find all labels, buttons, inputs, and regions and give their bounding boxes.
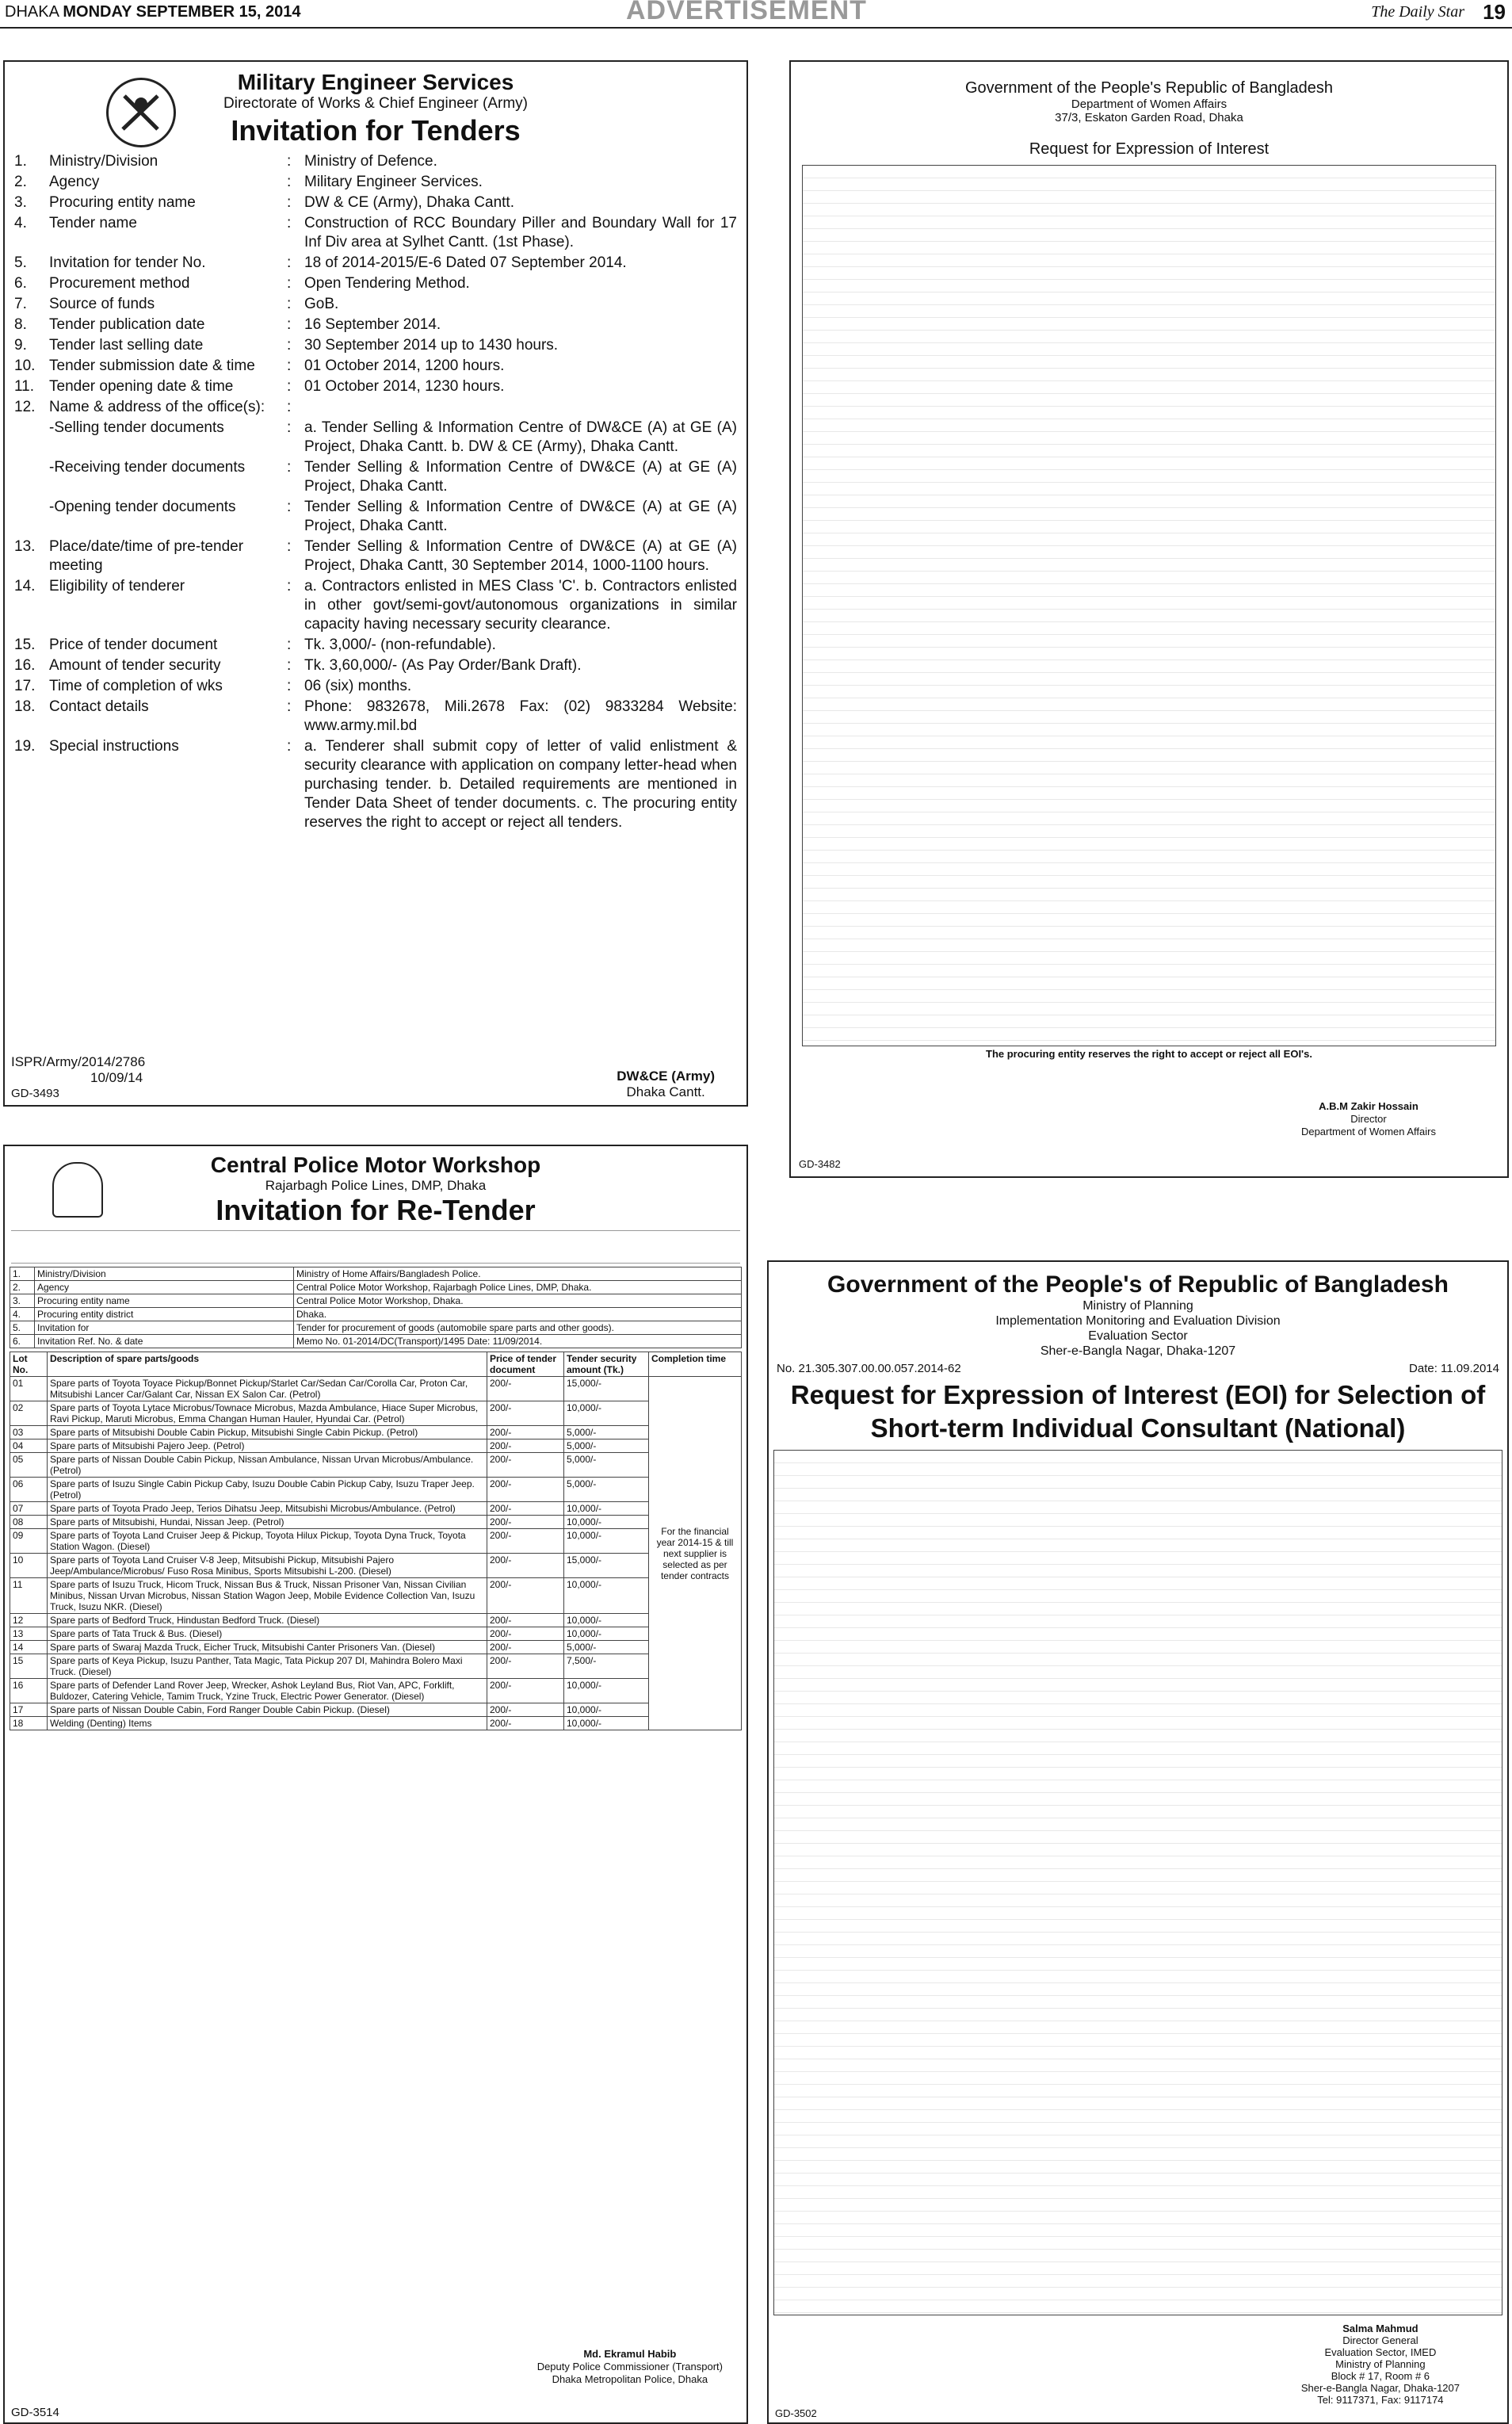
mes-org: Military Engineer Services xyxy=(237,70,514,94)
cpmw-info-row: 1. Ministry/Division Ministry of Home Affairs/Bangladesh Police. xyxy=(10,1267,742,1281)
lot-row: 10 Spare parts of Toyota Land Cruiser V-8 Jeep, Mitsubishi Pickup, Mitsubishi Pajero Jeep/Ambulance/Microbus/ Fuso Rosa Minibus, Sports Mitsubishi L-200. (Diesel) 200/- 15,000/- xyxy=(10,1554,742,1578)
mes-row: -Receiving tender documents : Tender Selling & Information Centre of DW&CE (A) at GE (A) Project, Dhaka Cantt. xyxy=(49,459,737,495)
imed-ref-line: No. 21.305.307.00.00.057.2014-62 Date: 11.09.2014 xyxy=(777,1362,1499,1375)
imed-eoi-ad xyxy=(767,1260,1509,2424)
mes-row: 8. Tender publication date : 16 September 2014. xyxy=(14,316,441,333)
imed-body xyxy=(773,1450,1502,2315)
mes-row: 17. Time of completion of wks : 06 (six) months. xyxy=(14,678,412,694)
mes-row: 1. Ministry/Division : Ministry of Defence. xyxy=(14,153,437,170)
lot-row: 03 Spare parts of Mitsubishi Double Cabin Pickup, Mitsubishi Single Cabin Pickup. (Petrol) 200/- 5,000/- xyxy=(10,1426,742,1439)
mes-row: 9. Tender last selling date : 30 September 2014 up to 1430 hours. xyxy=(14,337,559,354)
cpmw-tender-ad xyxy=(3,1145,748,2424)
mes-tender-ad xyxy=(3,60,748,1107)
cpmw-info-table xyxy=(10,1267,742,1348)
cpmw-items-table: Lot No. Description of spare parts/goods Price of tender document Tender security amount (Tk.) Completion time 01 Spare parts of Toyota Toyace Pickup/Bonnet Pickup/Starlet Car/Sedan Car/Corolla Car, Proton Car, Mitsubishi Lancer Car/Galant Car, Nissan EX Salon Car. (Petrol) 200/- 15,000/- For the financial year 2014-15 & till next supplier is selected as per tender contracts 02 Spare parts of Toyota Lytace Microbus/Townace Microbus, Mazda Ambulance, Hiace Super Microbus, Ravi Pickup, Maruti Microbus, Emma Changan Human Hauler, Hyundai Car. (Petrol) 200/- 10,000/- 03 Spare parts of Mitsubishi Double Cabin Pickup, Mitsubishi Single Cabin Pickup. (Petrol) 200/- 5,000/- 04 Spare parts of Mitsubishi Pajero Jeep. (Petrol) 200/- 5,000/- 05 Spare parts of Nissan Double Cabin Pickup, Nissan Ambulance, Nissan Urvan Microbus/Ambulance. (Petrol) 200/- 5,000/- 06 Spare parts of Isuzu Single Cabin Pickup Caby, Isuzu Double Cabin Pickup Caby, Isuzu Traper Jeep. (Petrol) 200/- 5,000/- 07 Spare parts of Toyota Prado Jeep, Terios Dihatsu Jeep, Mitsubishi Microbus/Ambulance. (Petrol) 200/- 10,000/- 08 Spare parts of Mitsubishi, Hundai, Nissan Jeep. (Petrol) 200/- 10,000/- 09 Spare parts of Toyota Land Cruiser Jeep & Pickup, Toyota Hilux Pickup, Toyota Dyna Truck, Toyota Station Wagon. (Diesel) 200/- 10,000/- 10 Spare parts of Toyota Land Cruiser V-8 Jeep, Mitsubishi Pickup, Mitsubishi Pajero Jeep/Ambulance/Microbus/ Fuso Rosa Minibus, Sports Mitsubishi L-200. (Diesel) 200/- 15,000/- 11 Spare parts of Isuzu Truck, Hicom Truck, Nissan Bus & Truck, Nissan Prisoner Van, Nissan Civilian Minibus, Nissan Urvan Microbus, Nissan Station Wagon Jeep, Mobile Evidence Collection Van, Isuzu Truck, Isuzu NKR. (Diesel) 200/- 10,000/- 12 Spare parts of Bedford Truck, Hindustan Bedford Truck. (Diesel) 200/- 10,000/- 13 Spare parts of Tata Truck & Bus. (Diesel) 200/- 10,000/- 14 Spare parts of Swaraj Mazda Truck, Eicher Truck, Mitsubishi Canter Prisoners Van. (Diesel) 200/- 5,000/- 15 Spare parts of Keya Pickup, Isuzu Panther, Tata Magic, Tata Pickup 207 DI, Mahindra Bolero Maxi Truck. (Diesel) 200/- 7,500/- 16 Spare parts of Defender Land Rover Jeep, Wrecker, Ashok Leyland Bus, Riot Van, APC, Forklift, Buldozer, Catering Vehicle, Tamim Truck, Yzine Truck, Electric Power Generator. (Diesel) 200/- 10,000/- 17 Spare parts of Nissan Double Cabin, Ford Ranger Double Cabin Pickup. (Diesel) 200/- 10,000/- 18 Welding (Denting) Items 200/- 10,000/- xyxy=(10,1352,742,1730)
lot-row: 18 Welding (Denting) Items 200/- 10,000/- xyxy=(10,1717,742,1730)
lot-row: 15 Spare parts of Keya Pickup, Isuzu Panther, Tata Magic, Tata Pickup 207 DI, Mahindra Bolero Maxi Truck. (Diesel) 200/- 7,500/- xyxy=(10,1654,742,1679)
lot-row: 14 Spare parts of Swaraj Mazda Truck, Eicher Truck, Mitsubishi Canter Prisoners Van. (Diesel) 200/- 5,000/- xyxy=(10,1641,742,1654)
mes-row: 3. Procuring entity name : DW & CE (Army), Dhaka Cantt. xyxy=(14,194,514,211)
lot-row: 17 Spare parts of Nissan Double Cabin, Ford Ranger Double Cabin Pickup. (Diesel) 200/- 10,000/- xyxy=(10,1703,742,1717)
imed-l2: Implementation Monitoring and Evaluation Division xyxy=(995,1314,1281,1328)
imed-sign-line: Salma Mahmud xyxy=(1342,2323,1418,2334)
lot-row: 02 Spare parts of Toyota Lytace Microbus/Townace Microbus, Mazda Ambulance, Hiace Super Microbus, Ravi Pickup, Maruti Microbus, Emma Changan Human Hauler, Hyundai Car. (Petrol) 200/- 10,000/- xyxy=(10,1401,742,1426)
newspaper-name: The Daily Star xyxy=(1371,3,1464,21)
mowa-eoi-ad xyxy=(789,60,1509,1178)
imed-l1: Ministry of Planning xyxy=(1082,1299,1193,1313)
cpmw-gd: GD-3514 xyxy=(11,2406,59,2419)
section-title: ADVERTISEMENT xyxy=(626,0,867,25)
lot-row: 04 Spare parts of Mitsubishi Pajero Jeep. (Petrol) 200/- 5,000/- xyxy=(10,1439,742,1453)
mes-row: 19. Special instructions : a. Tenderer shall submit copy of letter of valid enlistment & security clearance with application on company letter-head when purchasing tender. b. Detailed requirements are mentioned in Tender Data Sheet of tender documents. c. The procuring entity reserves the right to accept or reject all tenders. xyxy=(14,738,737,831)
mowa-gd: GD-3482 xyxy=(799,1158,841,1170)
page-header xyxy=(0,0,1512,29)
lot-row: 12 Spare parts of Bedford Truck, Hindustan Bedford Truck. (Diesel) 200/- 10,000/- xyxy=(10,1614,742,1627)
mowa-signature: A.B.M Zakir Hossain Director Department of Women Affairs xyxy=(1300,1100,1436,1137)
mowa-title: Request for Expression of Interest xyxy=(1029,140,1270,158)
mes-logo-icon xyxy=(106,78,176,147)
mes-row: 13. Place/date/time of pre-tender meeting : Tender Selling & Information Centre of DW&CE (A) at GE (A) Project, Dhaka Cantt, 30 September 2014, 1000-1100 hours. xyxy=(14,538,737,574)
mes-title: Invitation for Tenders xyxy=(231,114,521,147)
mes-signature: DW&CE (Army) Dhaka Cantt. xyxy=(617,1069,715,1099)
lot-row: 05 Spare parts of Nissan Double Cabin Pickup, Nissan Ambulance, Nissan Urvan Microbus/Ambulance. (Petrol) 200/- 5,000/- xyxy=(10,1453,742,1478)
mes-gd: GD-3493 xyxy=(11,1087,59,1100)
lot-row: 07 Spare parts of Toyota Prado Jeep, Terios Dihatsu Jeep, Mitsubishi Microbus/Ambulance. (Petrol) 200/- 10,000/- xyxy=(10,1502,742,1516)
lot-row: 01 Spare parts of Toyota Toyace Pickup/Bonnet Pickup/Starlet Car/Sedan Car/Corolla Car, Proton Car, Mitsubishi Lancer Car/Galant Car, Nissan EX Salon Car. (Petrol) 200/- 15,000/- For the financial year 2014-15 & till next supplier is selected as per tender contracts xyxy=(10,1377,742,1401)
page-number: 19 xyxy=(1483,0,1506,24)
mes-row: 12. Name & address of the office(s): : xyxy=(14,399,292,415)
mes-ref: ISPR/Army/2014/2786 10/09/14 xyxy=(11,1054,146,1085)
bangla-intro xyxy=(11,1230,740,1264)
mes-row: 6. Procurement method : Open Tendering Method. xyxy=(14,275,470,292)
mes-details xyxy=(5,147,746,832)
imed-sign-line: Tel: 9117371, Fax: 9117174 xyxy=(1317,2394,1444,2406)
mes-row: 10. Tender submission date & time : 01 October 2014, 1200 hours. xyxy=(14,357,505,374)
mowa-addr: 37/3, Eskaton Garden Road, Dhaka xyxy=(1055,111,1243,124)
lot-row: 16 Spare parts of Defender Land Rover Jeep, Wrecker, Ashok Leyland Bus, Riot Van, APC, Forklift, Buldozer, Catering Vehicle, Tamim Truck, Yzine Truck, Electric Power Generator. (Diesel) 200/- 10,000/- xyxy=(10,1679,742,1703)
cpmw-org: Central Police Motor Workshop xyxy=(210,1153,541,1177)
cpmw-info-row: 2. Agency Central Police Motor Workshop, Rajarbagh Police Lines, DMP, Dhaka. xyxy=(10,1281,742,1294)
mes-row: 5. Invitation for tender No. : 18 of 2014-2015/E-6 Dated 07 September 2014. xyxy=(14,254,627,271)
mes-row: 11. Tender opening date & time : 01 October 2014, 1230 hours. xyxy=(14,378,505,395)
imed-sign-line: Director General xyxy=(1342,2334,1418,2346)
mes-row: 14. Eligibility of tenderer : a. Contractors enlisted in MES Class 'C'. b. Contractors enlisted in other govt/semi-govt/autonomous organizations in similar capacity having necessary security clearance. xyxy=(14,578,737,633)
mes-row: 15. Price of tender document : Tk. 3,000/- (non-refundable). xyxy=(14,637,496,653)
lot-row: 13 Spare parts of Tata Truck & Bus. (Diesel) 200/- 10,000/- xyxy=(10,1627,742,1641)
mes-row: 18. Contact details : Phone: 9832678, Mili.2678 Fax: (02) 9833284 Website: www.army.mil.bd xyxy=(14,698,737,734)
lot-row: 08 Spare parts of Mitsubishi, Hundai, Nissan Jeep. (Petrol) 200/- 10,000/- xyxy=(10,1516,742,1529)
mes-row: 16. Amount of tender security : Tk. 3,60,000/- (As Pay Order/Bank Draft). xyxy=(14,657,582,674)
mes-row: -Opening tender documents : Tender Selling & Information Centre of DW&CE (A) at GE (A) Project, Dhaka Cantt. xyxy=(49,499,737,534)
police-logo-icon xyxy=(52,1162,103,1218)
mowa-footer: The procuring entity reserves the right to accept or reject all EOI's. xyxy=(986,1048,1312,1060)
imed-sign-line: Sher-e-Bangla Nagar, Dhaka-1207 xyxy=(1300,2382,1460,2394)
cpmw-sub: Rajarbagh Police Lines, DMP, Dhaka xyxy=(265,1178,487,1193)
imed-title: Request for Expression of Interest (EOI) for Selection of Short-term Individual Consultant (National) xyxy=(790,1380,1486,1443)
issue-date: DHAKA MONDAY SEPTEMBER 15, 2014 xyxy=(5,3,301,21)
mes-row: -Selling tender documents : a. Tender Selling & Information Centre of DW&CE (A) at GE (A) Project, Dhaka Cantt. b. DW & CE (Army), Dhaka Cantt. xyxy=(49,419,737,455)
imed-signature xyxy=(1301,2323,1460,2406)
imed-sign-line: Ministry of Planning xyxy=(1335,2358,1426,2370)
lot-row: 09 Spare parts of Toyota Land Cruiser Jeep & Pickup, Toyota Hilux Pickup, Toyota Dyna Truck, Toyota Station Wagon. (Diesel) 200/- 10,000/- xyxy=(10,1529,742,1554)
cpmw-info-row: 4. Procuring entity district Dhaka. xyxy=(10,1308,742,1321)
cpmw-info-row: 3. Procuring entity name Central Police Motor Workshop, Dhaka. xyxy=(10,1294,742,1308)
mowa-detail-table xyxy=(802,165,1496,1046)
imed-gd: GD-3502 xyxy=(775,2407,817,2419)
mes-row: 7. Source of funds : GoB. xyxy=(14,296,339,312)
cpmw-title: Invitation for Re-Tender xyxy=(216,1194,536,1226)
cpmw-info-row: 6. Invitation Ref. No. & date Memo No. 01-2014/DC(Transport)/1495 Date: 11/09/2014. xyxy=(10,1335,742,1348)
imed-sign-line: Block # 17, Room # 6 xyxy=(1331,2370,1430,2382)
imed-l3: Evaluation Sector xyxy=(1088,1329,1188,1343)
mes-row: 2. Agency : Military Engineer Services. xyxy=(14,174,483,190)
mowa-dept: Department of Women Affairs xyxy=(1071,97,1228,111)
mes-sub: Directorate of Works & Chief Engineer (Army) xyxy=(223,95,528,112)
mes-row: 4. Tender name : Construction of RCC Boundary Piller and Boundary Wall for 17 Inf Div area at Sylhet Cantt. (1st Phase). xyxy=(14,215,737,250)
imed-gov: Government of the People's of Republic of Bangladesh xyxy=(827,1271,1449,1298)
mowa-gov: Government of the People's Republic of Bangladesh xyxy=(964,79,1334,97)
lot-row: 11 Spare parts of Isuzu Truck, Hicom Truck, Nissan Bus & Truck, Nissan Prisoner Van, Nissan Civilian Minibus, Nissan Urvan Microbus, Nissan Station Wagon Jeep, Mobile Evidence Collection Van, Isuzu Truck, Isuzu NKR. (Diesel) 200/- 10,000/- xyxy=(10,1578,742,1614)
cpmw-info-row: 5. Invitation for Tender for procurement of goods (automobile spare parts and other goods). xyxy=(10,1321,742,1335)
imed-l4: Sher-e-Bangla Nagar, Dhaka-1207 xyxy=(1040,1344,1236,1358)
cpmw-signature: Md. Ekramul Habib Deputy Police Commissioner (Transport) Dhaka Metropolitan Police, Dhaka xyxy=(536,2348,723,2385)
imed-sign-line: Evaluation Sector, IMED xyxy=(1324,2346,1437,2358)
lot-row: 06 Spare parts of Isuzu Single Cabin Pickup Caby, Isuzu Double Cabin Pickup Caby, Isuzu Traper Jeep. (Petrol) 200/- 5,000/- xyxy=(10,1478,742,1502)
